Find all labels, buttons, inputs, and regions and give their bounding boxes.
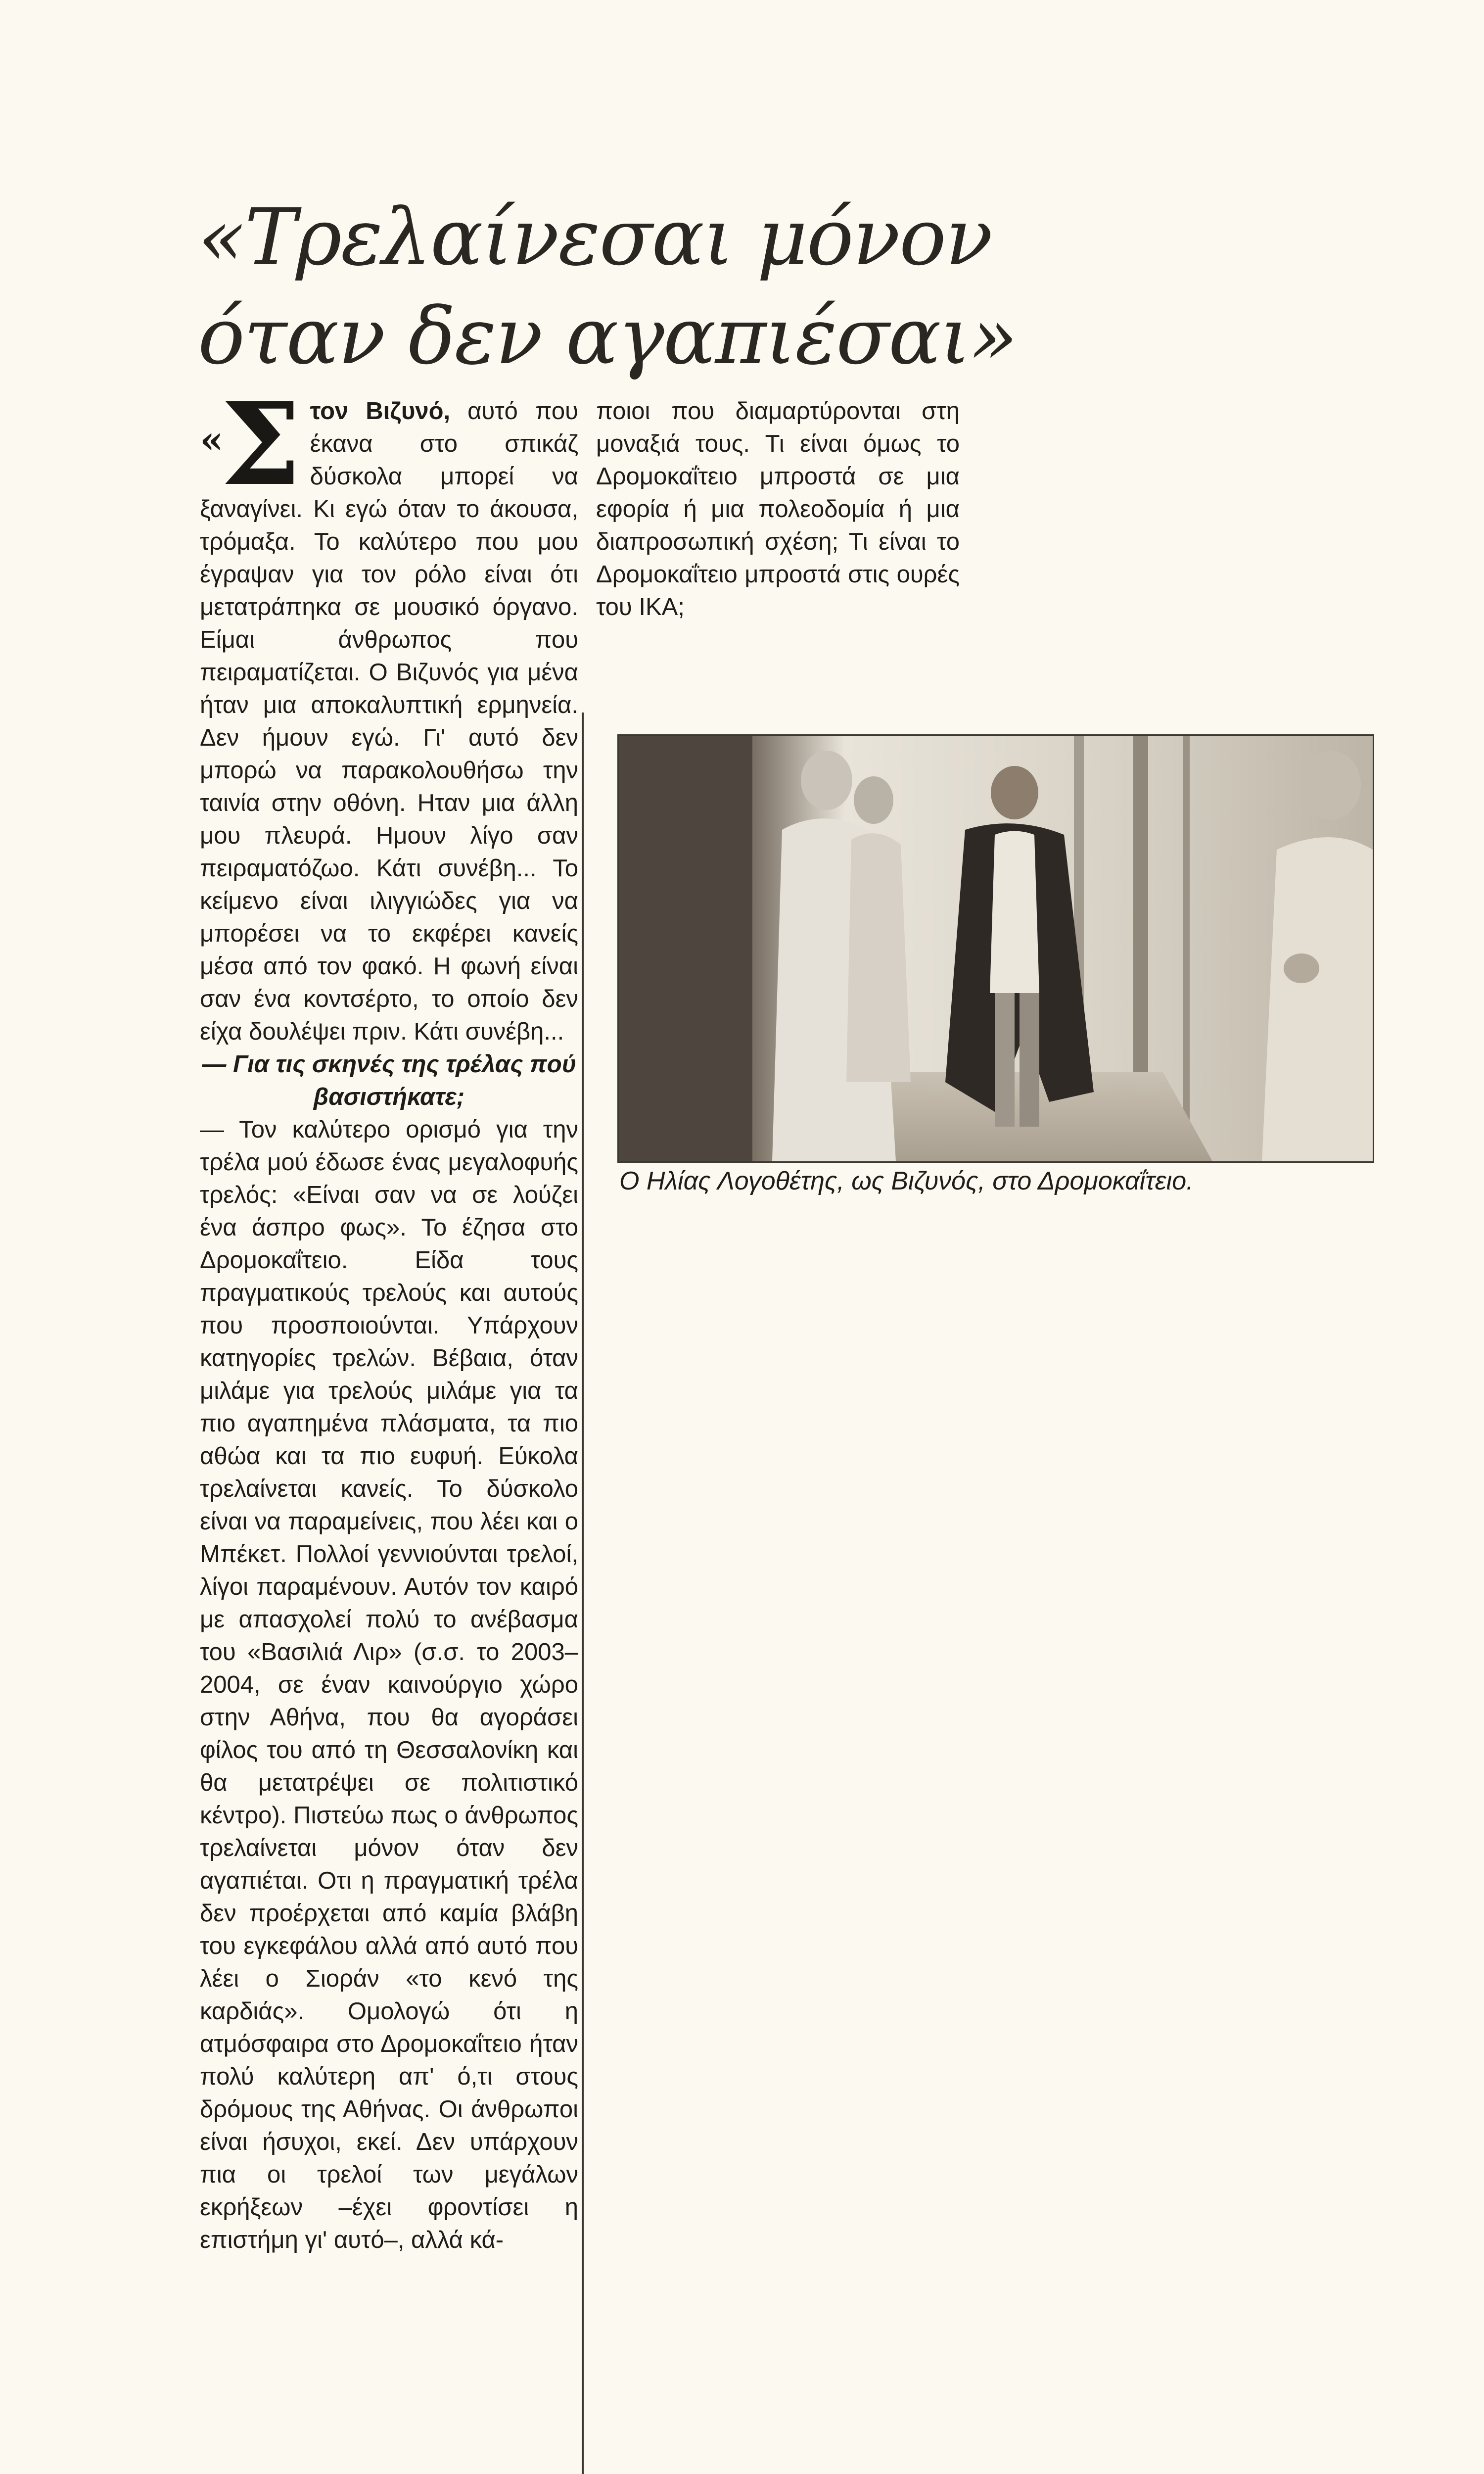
lead-paragraph	[200, 378, 578, 1048]
drop-cap: Σ	[221, 378, 301, 511]
interview-question: — Για τις σκηνές της τρέλας πού βασιστήκατε;	[202, 1051, 576, 1110]
interview-answer: — Τον καλύτερο ορισμό για την τρέλα μού έδωσε ένας μεγαλοφυής τρελός: «Είναι σαν να σε λούζει ένα άσπρο φως». Το έζησα στο Δρομοκαΐτειο. Είδα τους πραγματικούς τρελούς και αυτούς που προσποιούνται. Υπάρχουν κατηγορίες τρελών. Βέβαια, όταν μιλάμε για τρελούς μιλάμε για τα πιο αγαπημένα πλάσματα, τα πιο αθώα και τα πιο ευφυή. Εύκολα τρελαίνεται κανείς. Το δύσκολο είναι να παραμείνεις, που λέει και ο Μπέκετ. Πολλοί γεννιούνται τρελοί, λίγοι παραμένουν. Αυτόν τον καιρό με απασχολεί πολύ το ανέβασμα του «Βασιλιά Λιρ» (σ.σ. το 2003–2004, σε έναν καινούργιο χώρο στην Αθήνα, που θα αγοράσει φίλος του από τη Θεσσαλονίκη και θα μετατρέψει σε πολιτιστικό κέντρο). Πιστεύω πως ο άνθρωπος τρελαίνεται μόνον όταν δεν αγαπιέται. Οτι η πραγματική τρέλα δεν προέρχεται από καμία βλάβη του εγκεφάλου αλλά από αυτό που λέει ο Σιοράν «το κενό της καρδιάς». Ομολογώ ότι η ατμόσφαιρα στο Δρομοκαΐτειο ήταν πολύ καλύτερη απ' ό,τι στους δρόμους της Αθήνας. Οι άνθρωποι είναι ήσυχοι, εκεί. Δεν υπάρχουν πια οι τρελοί των μεγάλων εκρήξεων –έχει φροντίσει η επιστήμη γι' αυτό–, αλλά κά-	[200, 1116, 578, 2253]
answer-continuation: ποιοι που διαμαρτύρονται στη μοναξιά τους. Τι είναι όμως το Δρομοκαΐτειο μπροστά σε μια εφορία ή μια πολεοδομία ή μια διαπροσωπική σχέση; Τι είναι το Δρομοκαΐτειο μπροστά στις ουρές του ΙΚΑ;	[596, 398, 960, 620]
column-divider	[582, 713, 584, 2474]
photo-caption: Ο Ηλίας Λογοθέτης, ως Βιζυνός, στο Δρομοκαΐτειο.	[619, 1167, 1194, 1195]
title-line-1: «Τρελαίνεσαι μόνον	[198, 192, 992, 283]
paragraph-1	[200, 378, 578, 1048]
paragraph-1-body: αυτό που έκανα στο σπικάζ δύσκολα μπορεί να ξαναγίνει. Κι εγώ όταν το άκουσα, τρόμαξα. Το καλύτερο που μου έγραψαν για τον ρόλο είναι ότι μετατράπηκα σε μουσικό όργανο. Είμαι άνθρωπος που πειραματίζεται. Ο Βιζυνός για μένα ήταν μια αποκαλυπτική ερμηνεία. Δεν ήμουν εγώ. Γι' αυτό δεν μπορώ να παρακολουθήσω την ταινία στην οθόνη. Ηταν μια άλλη μου πλευρά. Ημουν λίγο σαν πειραματόζωο. Κάτι συνέβη... Το κείμενο είναι ιλιγγιώδες για να μπορέσει να το εκφέρει κανείς μέσα από τον φακό. Η φωνή είναι σαν ένα κοντσέρτο, το οποίο δεν είχα δουλέψει πριν. Κάτι συνέβη...	[200, 398, 578, 1045]
article-photo	[617, 734, 1374, 1163]
text-column-2	[596, 395, 960, 623]
opening-quote-mark: «	[200, 418, 224, 462]
text-column-1	[200, 378, 578, 2256]
photo-illustration	[619, 736, 1373, 1161]
title-line-2: όταν δεν αγαπιέσαι»	[198, 291, 1017, 382]
article-title	[198, 188, 1019, 386]
lead-bold-text: τον Βιζυνό,	[310, 398, 451, 425]
